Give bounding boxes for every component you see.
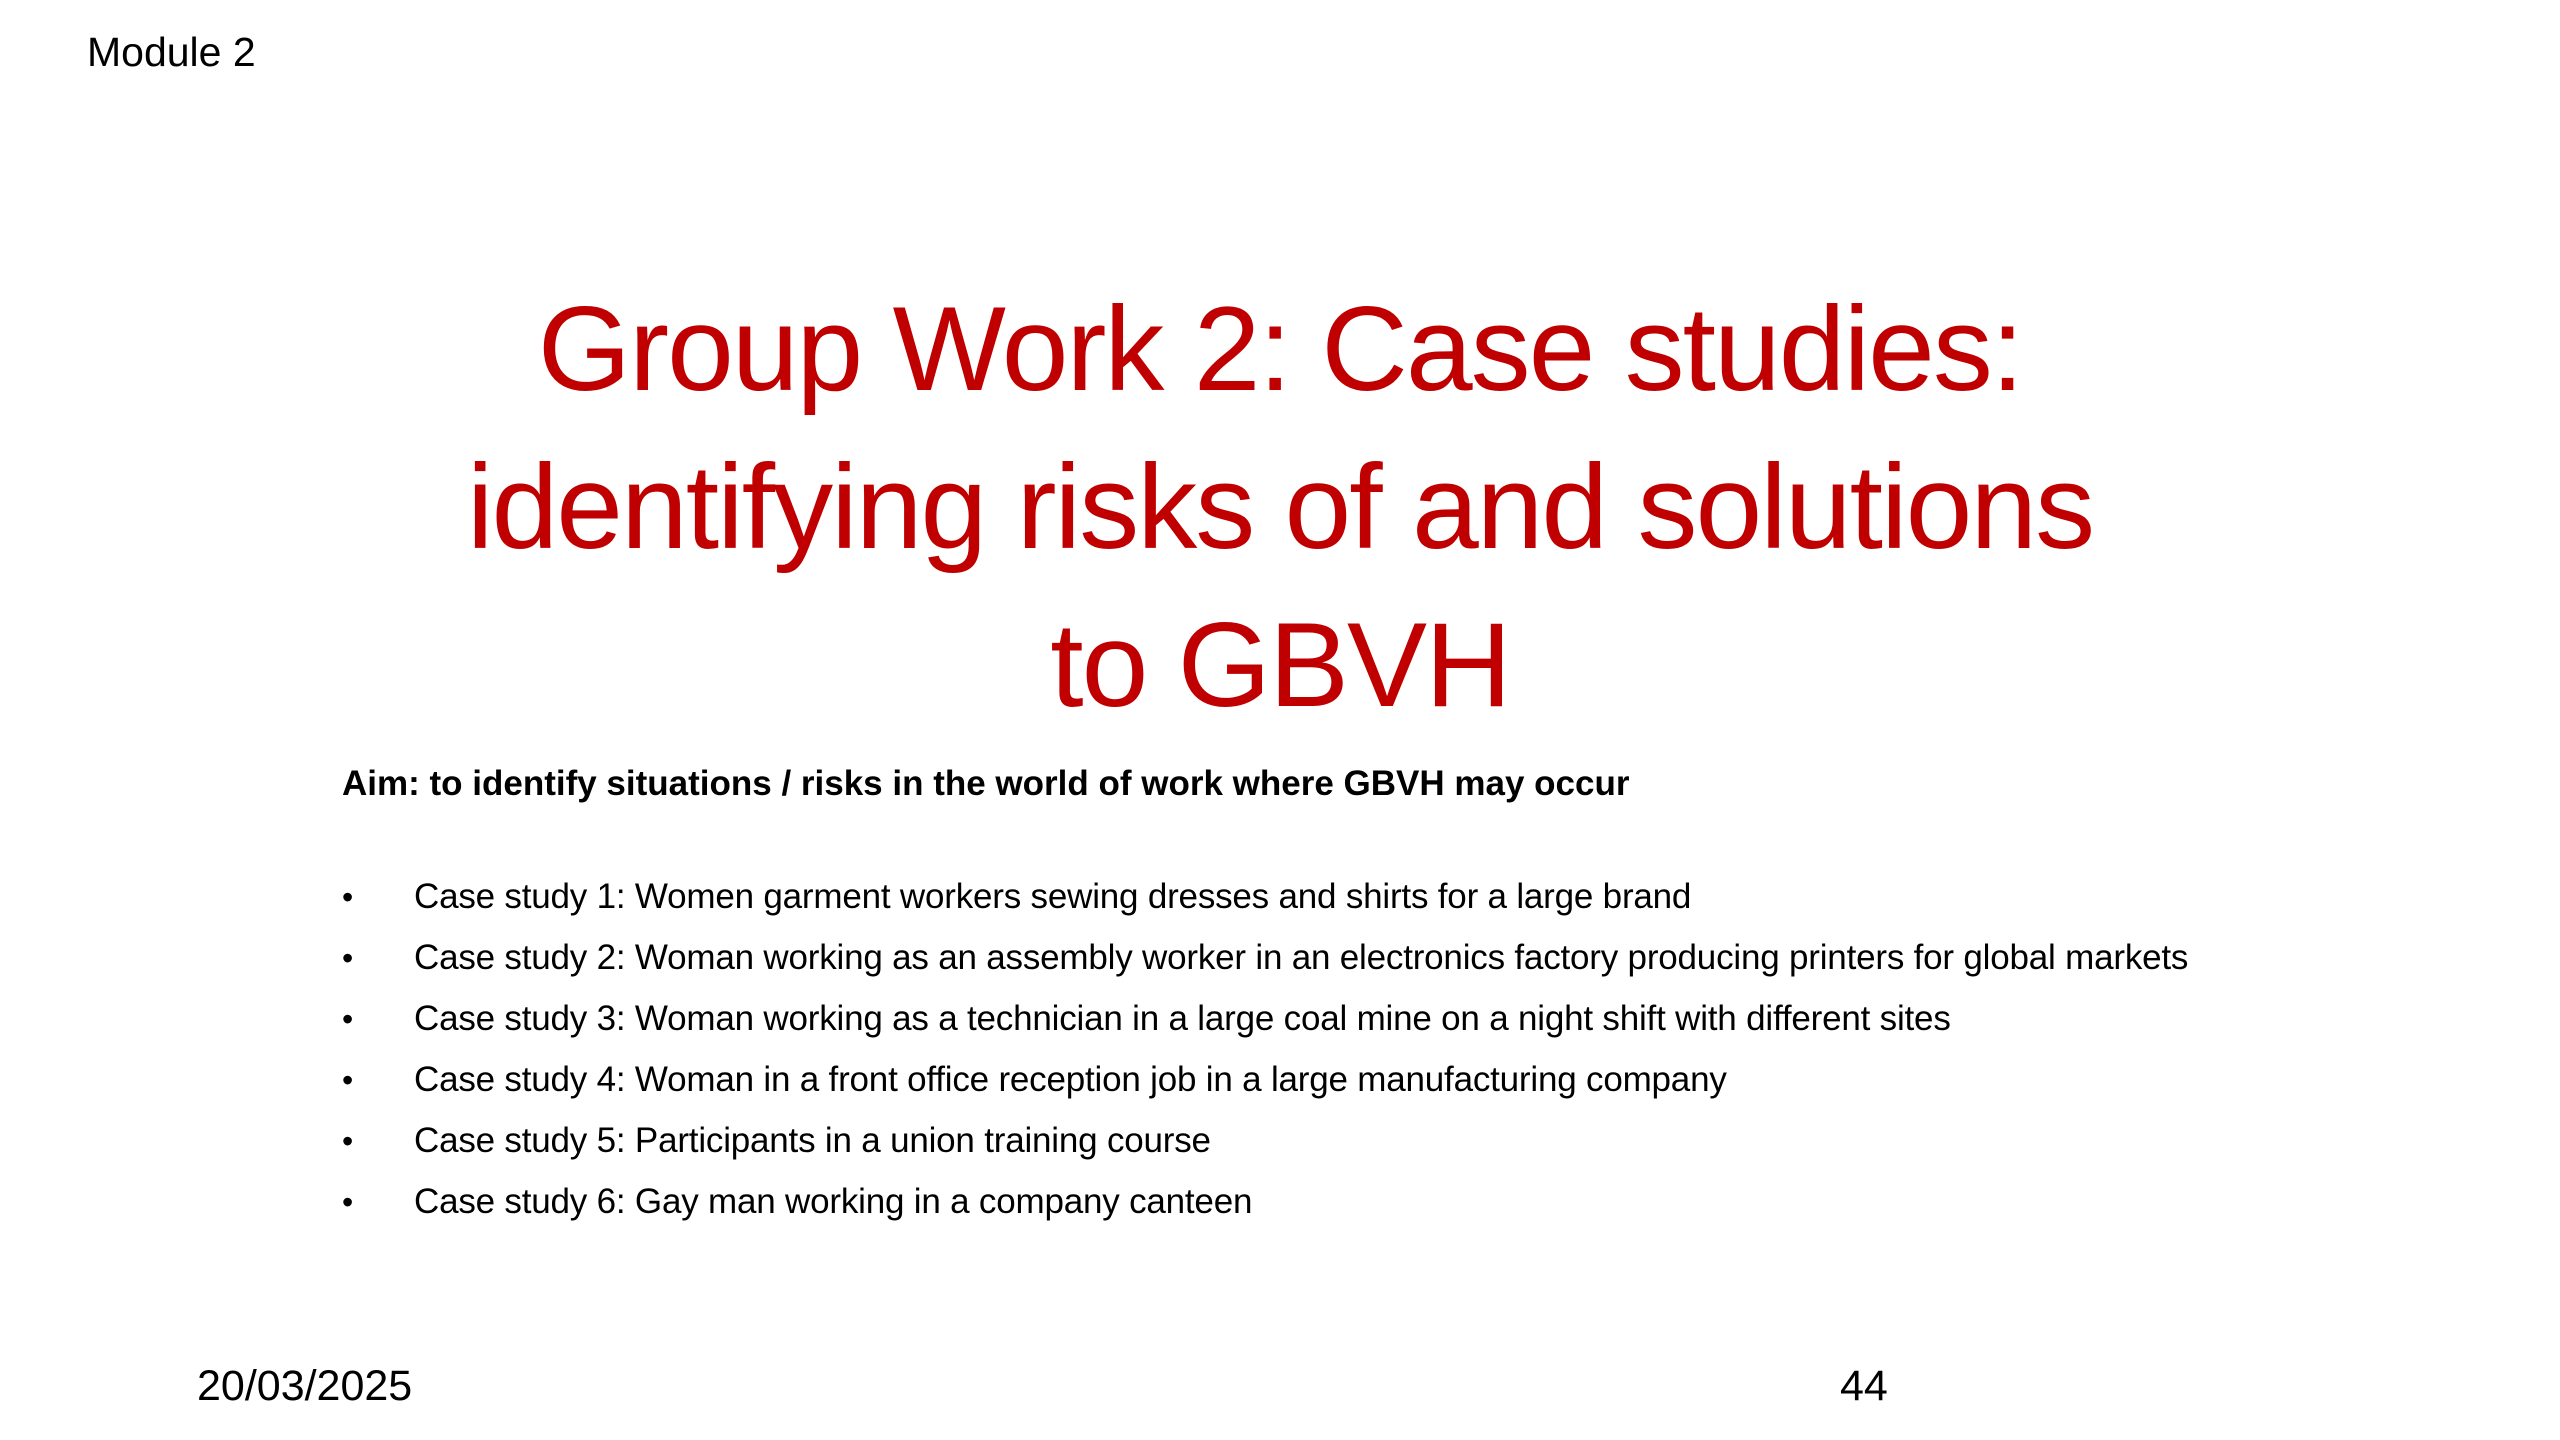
case-study-5: Case study 5: Participants in a union training course — [414, 1121, 1211, 1160]
bullet-icon: • — [342, 1001, 354, 1037]
aim-statement: Aim: to identify situations / risks in the world of work where GBVH may occur — [342, 764, 1630, 803]
list-item — [342, 938, 2242, 977]
case-study-3: Case study 3: Woman working as a technician in a large coal mine on a night shift with different sites — [414, 999, 1951, 1038]
bullet-icon: • — [342, 1123, 354, 1159]
case-study-list — [342, 877, 2242, 1246]
list-item — [342, 1182, 2242, 1221]
bullet-icon: • — [342, 1184, 354, 1220]
module-label: Module 2 — [87, 29, 256, 75]
page-number: 44 — [1840, 1362, 1888, 1410]
case-study-1: Case study 1: Women garment workers sewing dresses and shirts for a large brand — [414, 877, 1692, 916]
slide-title — [330, 270, 2230, 744]
list-item — [342, 1060, 2242, 1099]
bullet-icon: • — [342, 940, 354, 976]
footer-date: 20/03/2025 — [197, 1362, 413, 1410]
list-item — [342, 877, 2242, 916]
bullet-icon: • — [342, 1062, 354, 1098]
title-line-2: identifying risks of and solutions — [466, 440, 2094, 574]
case-study-4: Case study 4: Woman in a front office reception job in a large manufacturing company — [414, 1060, 1727, 1099]
title-line-3: to GBVH — [1050, 598, 1510, 732]
case-study-6: Case study 6: Gay man working in a company canteen — [414, 1182, 1253, 1221]
case-study-2: Case study 2: Woman working as an assembly worker in an electronics factory producing printers for global markets — [414, 938, 2189, 977]
bullet-icon: • — [342, 879, 354, 915]
list-item — [342, 1121, 2242, 1160]
title-line-1: Group Work 2: Case studies: — [537, 282, 2023, 416]
list-item — [342, 999, 2242, 1038]
